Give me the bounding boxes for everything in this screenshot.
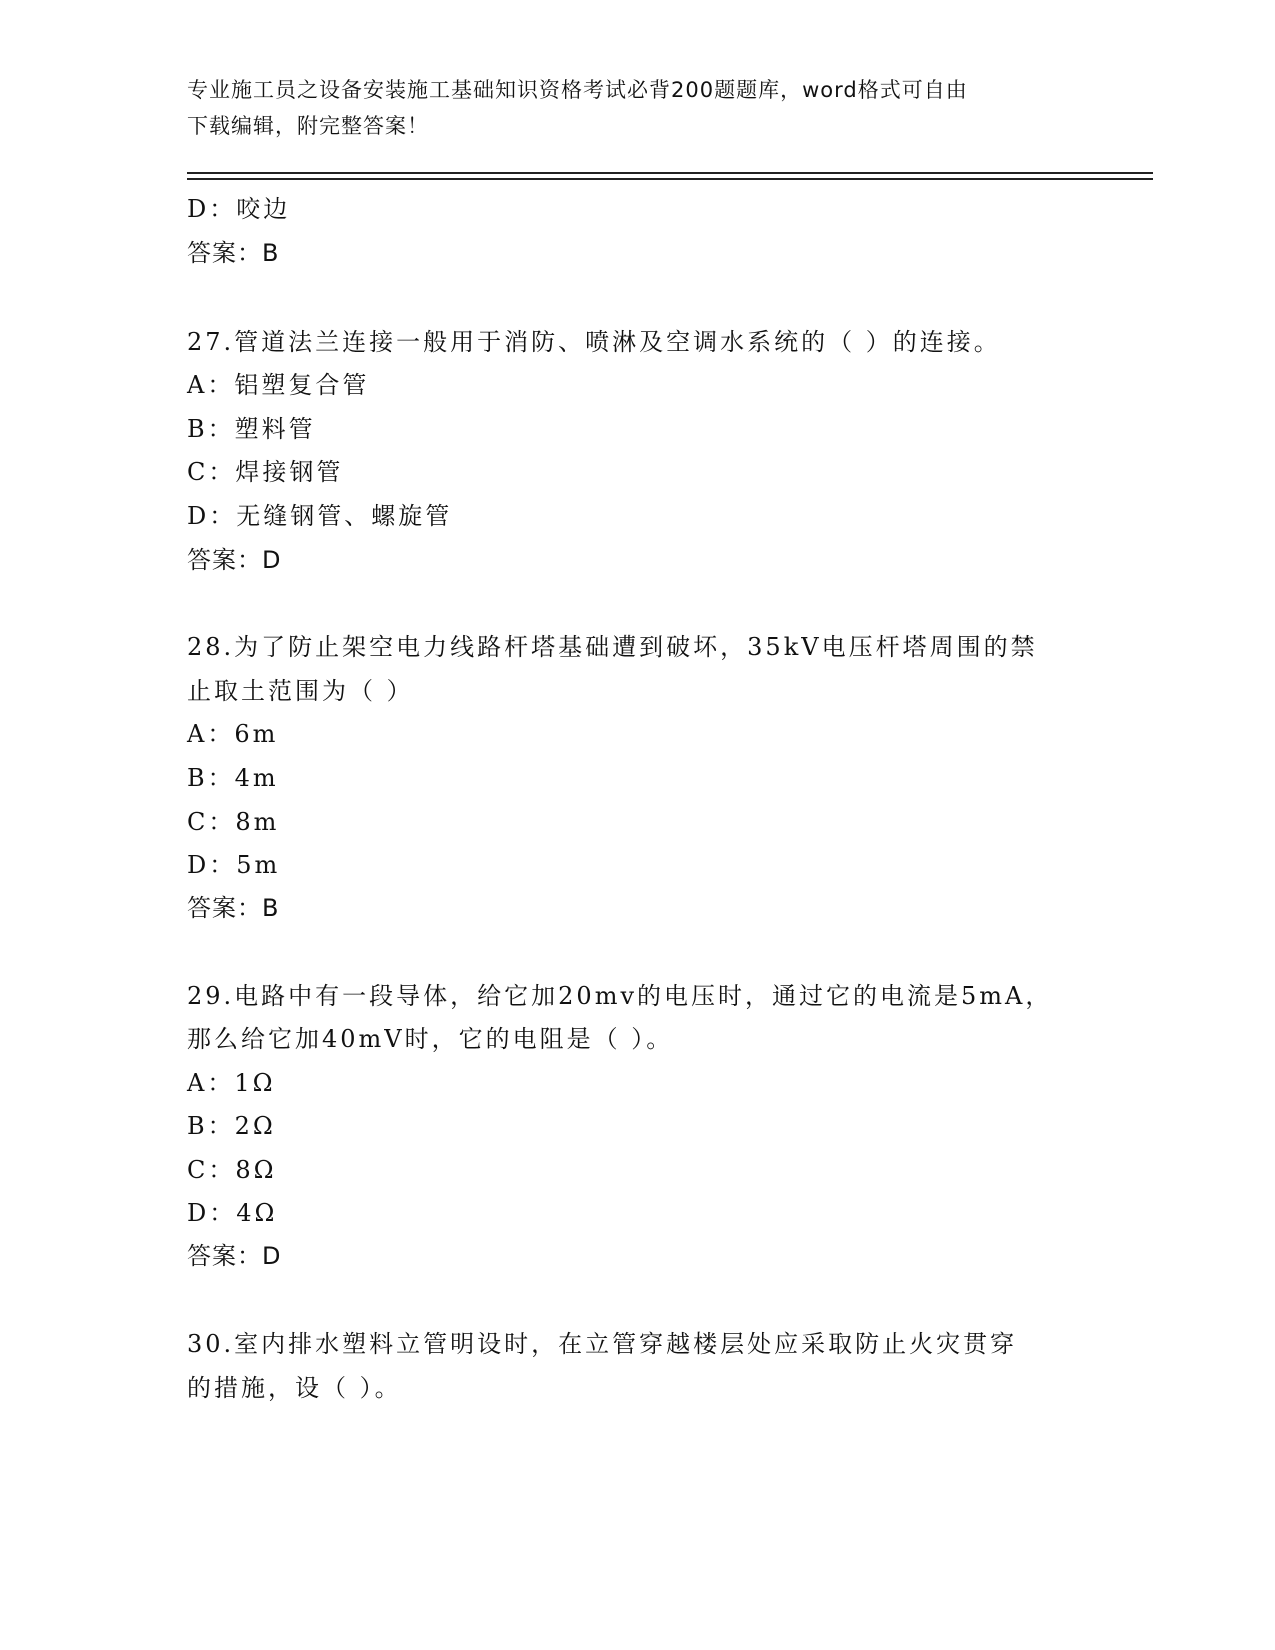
question-27-option-c: C：焊接钢管 <box>187 458 344 486</box>
prev-option-d: D：咬边 <box>187 195 291 223</box>
question-29-option-a: A：1Ω <box>187 1069 276 1097</box>
header-divider-top <box>187 172 1153 174</box>
question-29-option-c: C：8Ω <box>187 1156 277 1184</box>
question-28-stem-line-2: 止取土范围为（ ） <box>187 677 414 705</box>
question-27-option-a: A：铝塑复合管 <box>187 371 370 399</box>
question-29-answer: 答案：D <box>187 1242 282 1270</box>
question-28-option-a: A：6m <box>187 720 279 748</box>
question-28-option-d: D：5m <box>187 851 281 879</box>
question-27-option-d: D：无缝钢管、螺旋管 <box>187 502 453 530</box>
question-29-option-b: B：2Ω <box>187 1112 276 1140</box>
header-line-2: 下载编辑，附完整答案！ <box>187 114 429 138</box>
question-27-option-b: B：塑料管 <box>187 415 316 443</box>
question-29-option-d: D：4Ω <box>187 1199 278 1227</box>
question-29-stem-line-1: 29.电路中有一段导体，给它加20mv的电压时，通过它的电流是5mA， <box>187 982 1053 1010</box>
header-line-1: 专业施工员之设备安装施工基础知识资格考试必背200题题库，word格式可自由 <box>187 78 968 102</box>
question-28-option-b: B：4m <box>187 764 279 792</box>
question-28-answer: 答案：B <box>187 894 280 922</box>
question-30-stem-line-2: 的措施，设（ ）。 <box>187 1374 402 1402</box>
question-28-option-c: C：8m <box>187 808 280 836</box>
question-27-answer: 答案：D <box>187 546 282 574</box>
question-30-stem-line-1: 30.室内排水塑料立管明设时，在立管穿越楼层处应采取防止火灾贯穿 <box>187 1330 1018 1358</box>
header-divider-bottom <box>187 178 1153 180</box>
question-28-stem-line-1: 28.为了防止架空电力线路杆塔基础遭到破坏，35kV电压杆塔周围的禁 <box>187 633 1038 661</box>
question-27-stem: 27.管道法兰连接一般用于消防、喷淋及空调水系统的（ ）的连接。 <box>187 328 1001 356</box>
question-29-stem-line-2: 那么给它加40mV时，它的电阻是（ ）。 <box>187 1025 674 1053</box>
document-header <box>187 72 1087 144</box>
prev-answer: 答案：B <box>187 239 280 267</box>
